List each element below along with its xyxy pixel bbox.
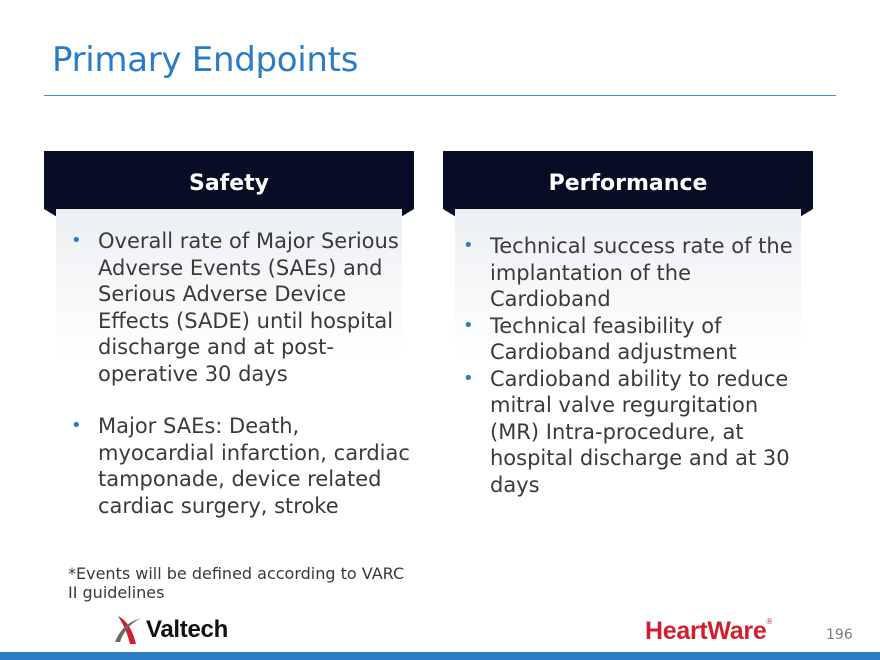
bullet-dot-icon: • xyxy=(463,367,474,389)
safety-header xyxy=(44,151,414,209)
valtech-mark-icon xyxy=(112,612,148,648)
list-item-text: Technical feasibility of Cardioband adjustment xyxy=(490,313,737,364)
list-item-text: Major SAEs: Death, myocardial infarction, cardiac tamponade, device related cardiac surgery, stroke xyxy=(98,414,410,518)
heartware-wordmark: HeartWare xyxy=(645,617,767,645)
footer-bar xyxy=(0,652,880,660)
safety-bullet-list xyxy=(68,228,418,519)
bullet-dot-icon: • xyxy=(463,235,474,256)
list-item xyxy=(460,366,810,499)
registered-mark: ® xyxy=(766,617,773,626)
performance-header xyxy=(443,151,813,209)
performance-heading: Performance xyxy=(548,171,708,196)
list-item-text: Overall rate of Major Serious Adverse Events (SAEs) and Serious Adverse Device Effects (SADE) until hospital discharge and at post-operative 30 days xyxy=(98,229,399,386)
valtech-wordmark: Valtech xyxy=(146,616,228,643)
slide-title: Primary Endpoints xyxy=(52,40,359,80)
safety-panel xyxy=(44,151,414,209)
performance-panel xyxy=(443,151,813,209)
list-item-text: Cardioband ability to reduce mitral valve regurgitation (MR) Intra-procedure, at hospital discharge and at 30 days xyxy=(490,366,790,497)
valtech-logo xyxy=(112,612,228,648)
list-item xyxy=(460,233,810,313)
bullet-dot-icon: • xyxy=(71,415,82,436)
list-item xyxy=(460,313,810,366)
bullet-dot-icon: • xyxy=(463,314,474,336)
list-item xyxy=(68,228,418,387)
safety-heading: Safety xyxy=(188,171,270,196)
bullet-dot-icon: • xyxy=(71,230,82,251)
list-item-text: Technical success rate of the implantation of the Cardioband xyxy=(490,234,793,311)
footnote: *Events will be defined according to VARC II guidelines xyxy=(68,564,405,602)
title-divider xyxy=(44,95,836,96)
page-number: 196 xyxy=(826,627,853,643)
heartware-logo xyxy=(645,617,772,646)
list-item xyxy=(68,413,418,519)
performance-bullet-list xyxy=(460,233,810,498)
